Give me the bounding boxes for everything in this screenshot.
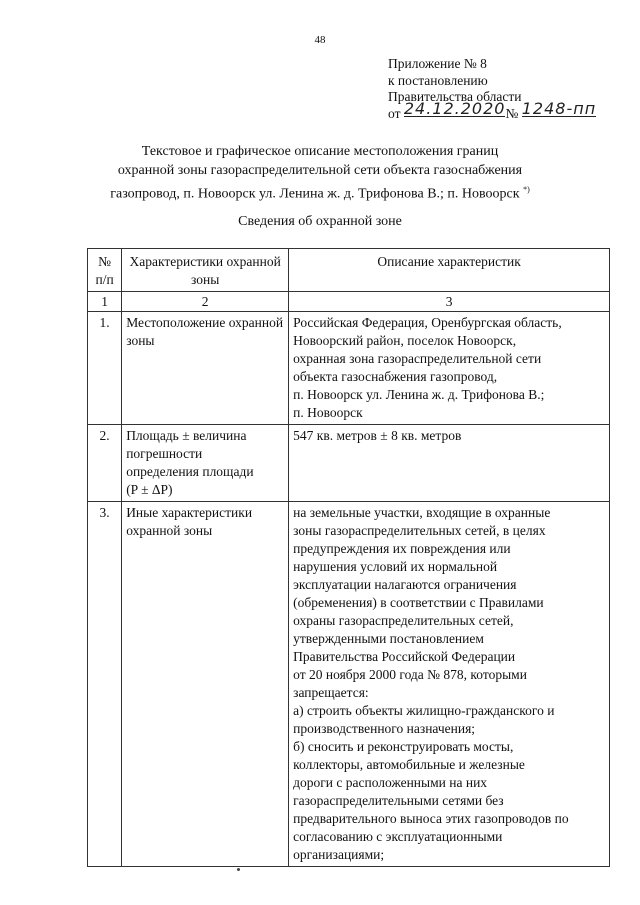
description-line: утвержденными постановлением [293,631,484,646]
row-description [289,312,610,425]
number-sign: № [505,105,519,121]
table-row [88,312,610,425]
row-num: 1. [88,312,122,425]
row-num: 3. [88,502,122,867]
description-line: б) сносить и реконструировать мосты, [293,739,514,754]
title-line-3 [60,180,580,204]
appendix-title: Приложение № 8 [388,56,487,71]
footnote-marker: *) [523,185,530,194]
col-number-2: 2 [122,292,289,312]
page-number: 48 [314,34,326,46]
header-characteristic: Характеристики охранной зоны [122,249,289,292]
description-line: от 20 ноября 2000 года № 878, которыми [293,667,527,682]
description-line: охранная зона газораспределительной сети [293,351,542,366]
appendix-reference: к постановлению [388,72,488,88]
description-line: коллекторы, автомобильные и железные [293,757,525,772]
characteristic-line: охранной зоны [126,523,213,538]
row-characteristic [122,425,289,502]
description-line: нарушения условий их нормальной [293,559,498,574]
characteristic-line: погрешности [126,446,203,461]
characteristic-line: определения площади [126,464,254,479]
row-characteristic [122,502,289,867]
col-number-1: 1 [88,292,122,312]
row-description [289,425,610,502]
header-num: № п/п [88,249,122,292]
description-line: организациями; [293,847,385,862]
description-line: п. Новоорск [293,405,363,420]
description-line: (обременения) в соответствии с Правилами [293,595,544,610]
description-line: производственного назначения; [293,721,476,736]
title-line-2: охранной зоны газораспределительной сети объекта газоснабжения [117,163,523,178]
description-line: зоны газораспределительных сетей, в целях [293,523,546,538]
description-line: предупреждения их повреждения или [293,541,511,556]
description-line: на земельные участки, входящие в охранные [293,505,551,520]
table-header-row [88,249,610,292]
title-line-3-text: газопровод, п. Новоорск ул. Ленина ж. д. Трифонова В.; п. Новоорск [110,186,520,202]
handwritten-date: 24.12.2020 [403,98,506,118]
row-characteristic: Местоположение охранной зоны [122,312,289,425]
description-line: газораспределительными сетями без [293,793,504,808]
characteristic-line: Иные характеристики [126,505,253,520]
appendix-authority: Правительства области [388,89,522,104]
description-line: п. Новоорск ул. Ленина ж. д. Трифонова В.; [293,387,545,402]
characteristic-line: Площадь ± величина [126,428,247,443]
description-line: дороги с расположенными на них [293,775,488,790]
description-line: Правительства Российской Федерации [293,649,516,664]
date-prefix: от [388,105,401,121]
description-line: объекта газоснабжения газопровод, [293,369,498,384]
description-line: 547 кв. метров ± 8 кв. метров [293,428,462,443]
appendix-date-line [388,98,597,123]
description-line: запрещается: [293,685,369,700]
characteristic-line: (P ± ΔP) [126,482,173,497]
header-description: Описание характеристик [289,249,610,292]
column-number-row [88,292,610,312]
row-description [289,502,610,867]
description-line: а) строить объекты жилищно-гражданского и [293,703,555,718]
description-line: предварительного выноса этих газопроводов по [293,811,569,826]
description-line: эксплуатации налагаются ограничения [293,577,517,592]
zone-info-table [87,248,610,867]
title-line-1: Текстовое и графическое описание местоположения границ [141,144,499,159]
section-subtitle: Сведения об охранной зоне [238,214,402,229]
appendix-block [388,56,596,122]
col-number-3: 3 [289,292,610,312]
description-line: охраны газораспределительных сетей, [293,613,514,628]
row-num: 2. [88,425,122,502]
scan-speck [237,868,240,871]
table-row [88,502,610,867]
description-line: Новоорский район, поселок Новоорск, [293,333,517,348]
table-row [88,425,610,502]
description-line: согласованию с эксплуатационными [293,829,503,844]
description-line: Российская Федерация, Оренбургская область, [293,315,562,330]
document-title [60,142,580,204]
handwritten-number: 1248-пп [521,98,597,118]
